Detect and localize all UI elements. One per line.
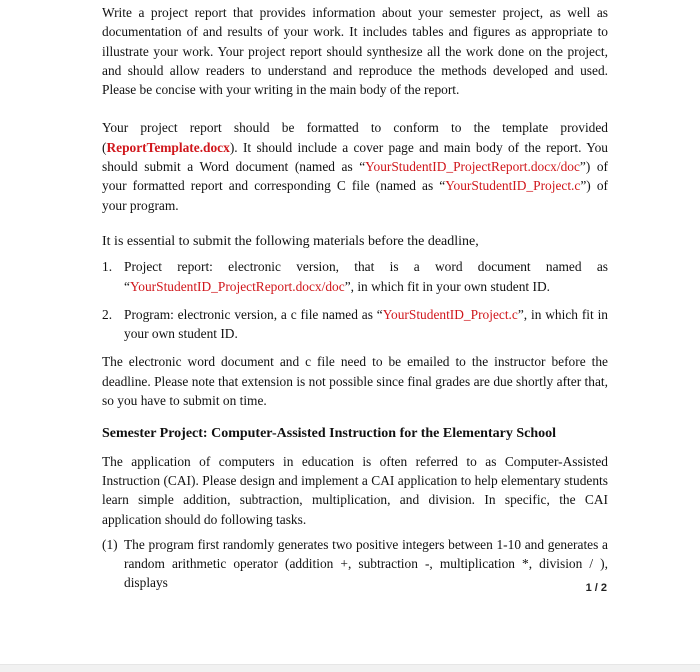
deadline-paragraph: The electronic word document and c file need to be emailed to the instructor before the deadline. Please note that extension is not possible since final grades are due shortly after that, so you have to submit on time. (102, 354, 608, 409)
list-item (102, 257, 608, 296)
list-text: Program: electronic version, a c file named as “ (124, 306, 383, 322)
intro-paragraph: Write a project report that provides information about your semester project, as well as documentation of and results of your work. It includes tables and figures as appropriate to illustrate your work. Your project report should synthesize all the work done on the project, and should allow readers to understand and reproduce the methods developed and used. Please be concise with your writing in the main body of the report. (102, 5, 608, 98)
format-text-b: ). It should include a cover page and main body of the report. You should submit a Word document (named as “ (102, 139, 608, 175)
report-filename-ref: YourStudentID_ProjectReport.docx/doc (129, 278, 345, 294)
c-filename-ref: YourStudentID_Project.c (382, 306, 518, 322)
cai-paragraph: The application of computers in education is often referred to as Computer-Assisted Instruction (CAI). Please design and implement a CAI application to help elementary students learn simple addition, subtraction, multiplication, and division. In specific, the CAI application should do following tasks. (102, 453, 608, 527)
report-filename: YourStudentID_ProjectReport.docx/doc (365, 159, 580, 175)
template-filename: ReportTemplate.docx (106, 139, 230, 155)
list-text: ”, in which fit in your own student ID. (344, 278, 550, 294)
c-filename: YourStudentID_Project.c (445, 178, 581, 194)
task-number: (1) (102, 536, 118, 552)
task-item (102, 535, 608, 593)
task-text: The program first randomly generates two positive integers between 1-10 and generates a random arithmetic operator (addition +, subtraction -, multiplication *, division / ), displays (124, 536, 608, 591)
format-paragraph (102, 118, 608, 214)
section-heading: Semester Project: Computer-Assisted Instruction for the Elementary School (102, 426, 557, 442)
list-item (102, 305, 608, 344)
document-body (102, 3, 608, 593)
format-text-c: ”) of your formatted report and corresponding C file (named as “ (102, 159, 609, 194)
list-text: ”, in which fit in your own student ID. (124, 306, 608, 342)
page-number: 1 / 2 (585, 582, 607, 594)
list-number: 1. (102, 259, 113, 275)
format-text-a: Your project report should be formatted to conform to the template provided ( (102, 120, 608, 155)
materials-list (102, 257, 608, 343)
materials-intro: It is essential to submit the following materials before the deadline, (102, 233, 479, 249)
list-text: Project report: electronic version, that is a word document named as “ (124, 259, 608, 294)
page-bottom-edge (0, 664, 700, 672)
list-number: 2. (102, 306, 113, 322)
format-text-d: ”) of your program. (102, 178, 608, 213)
